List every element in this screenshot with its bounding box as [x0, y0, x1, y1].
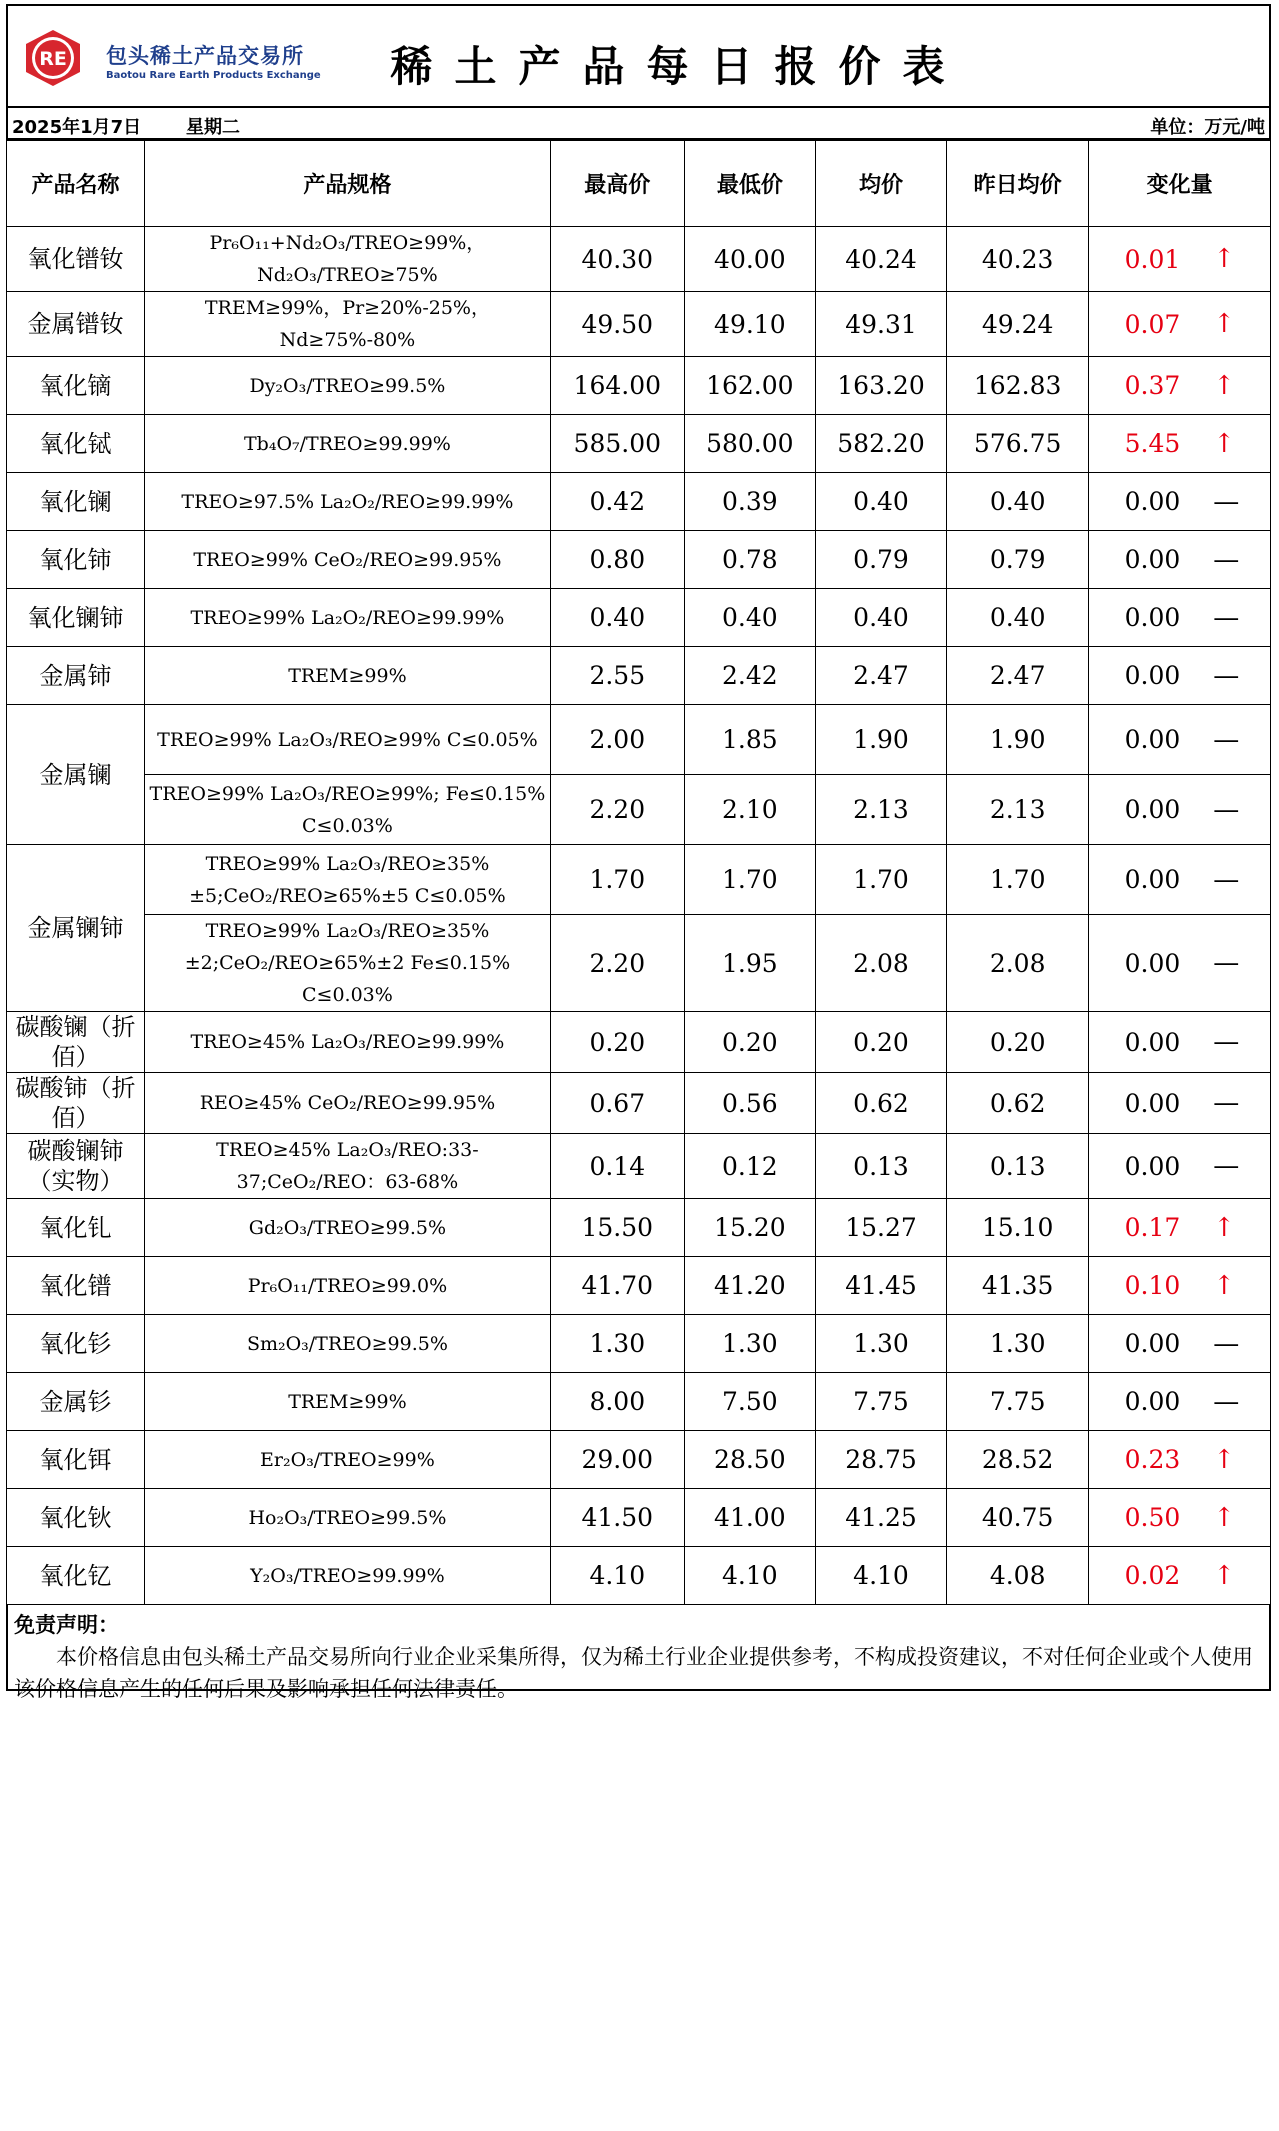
col-header-spec: 产品规格: [145, 141, 551, 227]
prev-avg-price-cell: 1.30: [947, 1315, 1089, 1373]
product-spec-cell: Pr₆O₁₁/TREO≥99.0%: [145, 1257, 551, 1315]
avg-price-cell: 582.20: [815, 415, 946, 473]
logo-chinese-name: 包头稀土产品交易所: [106, 44, 304, 68]
change-value: 0.00: [1124, 1329, 1181, 1358]
product-spec-cell: Y₂O₃/TREO≥99.99%: [145, 1547, 551, 1605]
avg-price-cell: 0.62: [815, 1073, 946, 1134]
up-arrow-icon: ↑: [1213, 1560, 1235, 1591]
high-price-cell: 0.14: [550, 1134, 684, 1199]
flat-dash-icon: —: [1213, 1386, 1240, 1417]
table-body: [7, 227, 1271, 1605]
table-row: [7, 292, 1271, 357]
disclaimer-heading: 免责声明：: [14, 1613, 119, 1637]
avg-price-cell: 40.24: [815, 227, 946, 292]
prev-avg-price-cell: 40.23: [947, 227, 1089, 292]
avg-price-cell: 163.20: [815, 357, 946, 415]
table-row: [7, 1134, 1271, 1199]
change-cell: [1089, 1199, 1271, 1257]
change-cell: [1089, 357, 1271, 415]
product-spec-cell: TREO≥99% CeO₂/REO≥99.95%: [145, 531, 551, 589]
table-row: [7, 357, 1271, 415]
flat-dash-icon: —: [1213, 1027, 1240, 1057]
up-arrow-icon: ↑: [1213, 1270, 1235, 1301]
change-cell: [1089, 589, 1271, 647]
low-price-cell: 0.56: [684, 1073, 815, 1134]
up-arrow-icon: ↑: [1213, 309, 1235, 339]
change-cell: [1089, 775, 1271, 845]
product-spec-cell: Pr₆O₁₁+Nd₂O₃/TREO≥99%，Nd₂O₃/TREO≥75%: [145, 227, 551, 292]
table-row: [7, 531, 1271, 589]
change-cell: [1089, 1134, 1271, 1199]
change-value: 0.00: [1124, 725, 1181, 754]
table-header-row: [7, 141, 1271, 227]
change-cell: [1089, 1257, 1271, 1315]
table-row: [7, 1315, 1271, 1373]
product-name-cell: 碳酸铈（折佰）: [7, 1073, 145, 1134]
avg-price-cell: 0.79: [815, 531, 946, 589]
col-header-low: 最低价: [684, 141, 815, 227]
up-arrow-icon: ↑: [1213, 1502, 1235, 1533]
low-price-cell: 0.39: [684, 473, 815, 531]
avg-price-cell: 0.20: [815, 1012, 946, 1073]
flat-dash-icon: —: [1213, 1328, 1240, 1359]
prev-avg-price-cell: 162.83: [947, 357, 1089, 415]
change-cell: [1089, 1012, 1271, 1073]
low-price-cell: 2.42: [684, 647, 815, 705]
change-cell: [1089, 227, 1271, 292]
product-name-cell: 碳酸镧铈（实物）: [7, 1134, 145, 1199]
high-price-cell: 15.50: [550, 1199, 684, 1257]
low-price-cell: 49.10: [684, 292, 815, 357]
avg-price-cell: 0.40: [815, 589, 946, 647]
high-price-cell: 0.20: [550, 1012, 684, 1073]
up-arrow-icon: ↑: [1213, 428, 1235, 459]
change-cell: [1089, 1431, 1271, 1489]
low-price-cell: 28.50: [684, 1431, 815, 1489]
svg-text:RE: RE: [39, 48, 67, 70]
product-name-cell: 氧化镝: [7, 357, 145, 415]
product-spec-cell: Dy₂O₃/TREO≥99.5%: [145, 357, 551, 415]
change-value: 0.23: [1124, 1445, 1181, 1474]
flat-dash-icon: —: [1213, 486, 1240, 517]
table-row: [7, 845, 1271, 915]
product-name-cell: 金属铈: [7, 647, 145, 705]
product-name-cell: 金属镧铈: [7, 845, 145, 1012]
high-price-cell: 1.70: [550, 845, 684, 915]
flat-dash-icon: —: [1213, 1151, 1240, 1181]
sheet-header: [6, 4, 1271, 108]
product-spec-cell: TREM≥99%: [145, 647, 551, 705]
high-price-cell: 41.70: [550, 1257, 684, 1315]
change-cell: [1089, 1547, 1271, 1605]
high-price-cell: 40.30: [550, 227, 684, 292]
table-row: [7, 1431, 1271, 1489]
change-cell: [1089, 531, 1271, 589]
table-row: [7, 473, 1271, 531]
prev-avg-price-cell: 41.35: [947, 1257, 1089, 1315]
avg-price-cell: 49.31: [815, 292, 946, 357]
low-price-cell: 0.12: [684, 1134, 815, 1199]
product-spec-cell: TREO≥45% La₂O₃/REO:33-37;CeO₂/REO：63-68%: [145, 1134, 551, 1199]
report-date: 2025年1月7日: [12, 117, 142, 138]
high-price-cell: 585.00: [550, 415, 684, 473]
change-cell: [1089, 1489, 1271, 1547]
flat-dash-icon: —: [1213, 794, 1240, 825]
table-row: [7, 647, 1271, 705]
product-spec-cell: REO≥45% CeO₂/REO≥99.95%: [145, 1073, 551, 1134]
low-price-cell: 15.20: [684, 1199, 815, 1257]
change-value: 0.00: [1124, 487, 1181, 516]
flat-dash-icon: —: [1213, 602, 1240, 633]
product-name-cell: 氧化铽: [7, 415, 145, 473]
change-value: 0.10: [1124, 1271, 1181, 1300]
avg-price-cell: 0.40: [815, 473, 946, 531]
page-title: 稀土产品每日报价表: [390, 42, 967, 91]
up-arrow-icon: ↑: [1213, 1212, 1235, 1243]
price-unit: 单位：万元/吨: [1150, 117, 1265, 138]
flat-dash-icon: —: [1213, 660, 1240, 691]
product-name-cell: 氧化铈: [7, 531, 145, 589]
product-spec-cell: TREM≥99%: [145, 1373, 551, 1431]
product-name-cell: 金属镨钕: [7, 292, 145, 357]
change-value: 0.17: [1124, 1213, 1181, 1242]
product-name-cell: 氧化镧: [7, 473, 145, 531]
product-name-cell: 金属钐: [7, 1373, 145, 1431]
low-price-cell: 4.10: [684, 1547, 815, 1605]
high-price-cell: 0.40: [550, 589, 684, 647]
flat-dash-icon: —: [1213, 724, 1240, 755]
prev-avg-price-cell: 576.75: [947, 415, 1089, 473]
change-cell: [1089, 415, 1271, 473]
prev-avg-price-cell: 2.47: [947, 647, 1089, 705]
price-table: [6, 140, 1271, 1605]
change-value: 0.07: [1124, 309, 1181, 339]
product-name-cell: 氧化钆: [7, 1199, 145, 1257]
low-price-cell: 41.20: [684, 1257, 815, 1315]
table-row: [7, 1373, 1271, 1431]
table-row: [7, 1012, 1271, 1073]
table-row: [7, 705, 1271, 775]
product-spec-cell: TREO≥97.5% La₂O₂/REO≥99.99%: [145, 473, 551, 531]
product-spec-cell: Er₂O₃/TREO≥99%: [145, 1431, 551, 1489]
avg-price-cell: 1.70: [815, 845, 946, 915]
prev-avg-price-cell: 0.20: [947, 1012, 1089, 1073]
up-arrow-icon: ↑: [1213, 370, 1235, 401]
disclaimer: [6, 1605, 1271, 1701]
product-spec-cell: TREO≥45% La₂O₃/REO≥99.99%: [145, 1012, 551, 1073]
product-spec-cell: TREO≥99% La₂O₃/REO≥99% C≤0.05%: [145, 705, 551, 775]
low-price-cell: 41.00: [684, 1489, 815, 1547]
col-header-prev: 昨日均价: [947, 141, 1089, 227]
product-name-cell: 氧化镨: [7, 1257, 145, 1315]
product-name-cell: 氧化铒: [7, 1431, 145, 1489]
low-price-cell: 162.00: [684, 357, 815, 415]
change-value: 0.37: [1124, 371, 1181, 400]
table-row: [7, 589, 1271, 647]
product-name-cell: 碳酸镧（折佰）: [7, 1012, 145, 1073]
change-value: 0.00: [1124, 1027, 1181, 1057]
low-price-cell: 580.00: [684, 415, 815, 473]
table-row: [7, 1257, 1271, 1315]
table-row: [7, 227, 1271, 292]
prev-avg-price-cell: 49.24: [947, 292, 1089, 357]
high-price-cell: 0.80: [550, 531, 684, 589]
col-header-change: 变化量: [1089, 141, 1271, 227]
info-bar: [6, 108, 1271, 140]
prev-avg-price-cell: 15.10: [947, 1199, 1089, 1257]
up-arrow-icon: ↑: [1213, 1444, 1235, 1475]
prev-avg-price-cell: 0.13: [947, 1134, 1089, 1199]
price-sheet: [6, 4, 1271, 1701]
change-value: 0.00: [1124, 948, 1181, 978]
change-value: 0.00: [1124, 865, 1181, 894]
high-price-cell: 2.00: [550, 705, 684, 775]
product-name-cell: 氧化钇: [7, 1547, 145, 1605]
change-cell: [1089, 845, 1271, 915]
prev-avg-price-cell: 2.08: [947, 915, 1089, 1012]
change-value: 0.00: [1124, 603, 1181, 632]
product-spec-cell: TREO≥99% La₂O₂/REO≥99.99%: [145, 589, 551, 647]
product-name-cell: 氧化镧铈: [7, 589, 145, 647]
low-price-cell: 1.85: [684, 705, 815, 775]
high-price-cell: 164.00: [550, 357, 684, 415]
product-name-cell: 氧化钐: [7, 1315, 145, 1373]
table-row: [7, 415, 1271, 473]
change-cell: [1089, 1373, 1271, 1431]
low-price-cell: 1.70: [684, 845, 815, 915]
high-price-cell: 41.50: [550, 1489, 684, 1547]
table-row: [7, 1199, 1271, 1257]
high-price-cell: 4.10: [550, 1547, 684, 1605]
prev-avg-price-cell: 28.52: [947, 1431, 1089, 1489]
low-price-cell: 40.00: [684, 227, 815, 292]
product-spec-cell: Gd₂O₃/TREO≥99.5%: [145, 1199, 551, 1257]
product-spec-cell: Sm₂O₃/TREO≥99.5%: [145, 1315, 551, 1373]
flat-dash-icon: —: [1213, 1088, 1240, 1118]
table-row: [7, 775, 1271, 845]
low-price-cell: 7.50: [684, 1373, 815, 1431]
change-value: 0.00: [1124, 1387, 1181, 1416]
change-cell: [1089, 647, 1271, 705]
flat-dash-icon: —: [1213, 948, 1240, 978]
prev-avg-price-cell: 1.90: [947, 705, 1089, 775]
change-value: 0.00: [1124, 1151, 1181, 1181]
high-price-cell: 29.00: [550, 1431, 684, 1489]
change-value: 0.50: [1124, 1503, 1181, 1532]
product-spec-cell: Tb₄O₇/TREO≥99.99%: [145, 415, 551, 473]
col-header-name: 产品名称: [7, 141, 145, 227]
product-spec-cell: TREO≥99% La₂O₃/REO≥99%; Fe≤0.15% C≤0.03%: [145, 775, 551, 845]
high-price-cell: 1.30: [550, 1315, 684, 1373]
change-value: 0.01: [1124, 244, 1181, 274]
avg-price-cell: 4.10: [815, 1547, 946, 1605]
prev-avg-price-cell: 0.40: [947, 589, 1089, 647]
high-price-cell: 2.20: [550, 775, 684, 845]
avg-price-cell: 1.90: [815, 705, 946, 775]
high-price-cell: 2.55: [550, 647, 684, 705]
product-name-cell: 氧化镨钕: [7, 227, 145, 292]
avg-price-cell: 28.75: [815, 1431, 946, 1489]
high-price-cell: 8.00: [550, 1373, 684, 1431]
low-price-cell: 0.78: [684, 531, 815, 589]
prev-avg-price-cell: 7.75: [947, 1373, 1089, 1431]
prev-avg-price-cell: 40.75: [947, 1489, 1089, 1547]
prev-avg-price-cell: 0.40: [947, 473, 1089, 531]
prev-avg-price-cell: 2.13: [947, 775, 1089, 845]
change-cell: [1089, 1073, 1271, 1134]
high-price-cell: 2.20: [550, 915, 684, 1012]
disclaimer-text: 本价格信息由包头稀土产品交易所向行业企业采集所得，仅为稀土行业企业提供参考，不构成投资建议，不对任何企业或个人使用该价格信息产生的任何后果及影响承担任何法律责任。: [14, 1645, 1253, 1701]
avg-price-cell: 41.45: [815, 1257, 946, 1315]
change-cell: [1089, 705, 1271, 775]
low-price-cell: 2.10: [684, 775, 815, 845]
prev-avg-price-cell: 4.08: [947, 1547, 1089, 1605]
avg-price-cell: 1.30: [815, 1315, 946, 1373]
product-name-cell: 金属镧: [7, 705, 145, 845]
flat-dash-icon: —: [1213, 544, 1240, 575]
product-spec-cell: TREO≥99% La₂O₃/REO≥35%±2;CeO₂/REO≥65%±2 Fe≤0.15% C≤0.03%: [145, 915, 551, 1012]
low-price-cell: 0.20: [684, 1012, 815, 1073]
up-arrow-icon: ↑: [1213, 244, 1235, 274]
table-row: [7, 1073, 1271, 1134]
product-spec-cell: TREO≥99% La₂O₃/REO≥35%±5;CeO₂/REO≥65%±5 C≤0.05%: [145, 845, 551, 915]
avg-price-cell: 2.13: [815, 775, 946, 845]
avg-price-cell: 41.25: [815, 1489, 946, 1547]
logo-english-name: Baotou Rare Earth Products Exchange: [106, 70, 321, 81]
table-row: [7, 1547, 1271, 1605]
change-cell: [1089, 473, 1271, 531]
low-price-cell: 1.95: [684, 915, 815, 1012]
change-value: 0.00: [1124, 661, 1181, 690]
high-price-cell: 49.50: [550, 292, 684, 357]
change-value: 0.00: [1124, 545, 1181, 574]
avg-price-cell: 7.75: [815, 1373, 946, 1431]
prev-avg-price-cell: 0.79: [947, 531, 1089, 589]
change-value: 0.02: [1124, 1561, 1181, 1590]
table-row: [7, 1489, 1271, 1547]
col-header-high: 最高价: [550, 141, 684, 227]
product-spec-cell: Ho₂O₃/TREO≥99.5%: [145, 1489, 551, 1547]
change-value: 0.00: [1124, 795, 1181, 824]
prev-avg-price-cell: 0.62: [947, 1073, 1089, 1134]
high-price-cell: 0.67: [550, 1073, 684, 1134]
change-cell: [1089, 1315, 1271, 1373]
change-value: 5.45: [1124, 429, 1181, 458]
low-price-cell: 0.40: [684, 589, 815, 647]
low-price-cell: 1.30: [684, 1315, 815, 1373]
change-value: 0.00: [1124, 1088, 1181, 1118]
change-cell: [1089, 292, 1271, 357]
avg-price-cell: 2.08: [815, 915, 946, 1012]
flat-dash-icon: —: [1213, 864, 1240, 895]
report-weekday: 星期二: [186, 117, 240, 138]
product-spec-cell: TREM≥99%，Pr≥20%-25%，Nd≥75%-80%: [145, 292, 551, 357]
change-cell: [1089, 915, 1271, 1012]
table-row: [7, 915, 1271, 1012]
col-header-avg: 均价: [815, 141, 946, 227]
avg-price-cell: 2.47: [815, 647, 946, 705]
high-price-cell: 0.42: [550, 473, 684, 531]
avg-price-cell: 15.27: [815, 1199, 946, 1257]
product-name-cell: 氧化钬: [7, 1489, 145, 1547]
prev-avg-price-cell: 1.70: [947, 845, 1089, 915]
avg-price-cell: 0.13: [815, 1134, 946, 1199]
